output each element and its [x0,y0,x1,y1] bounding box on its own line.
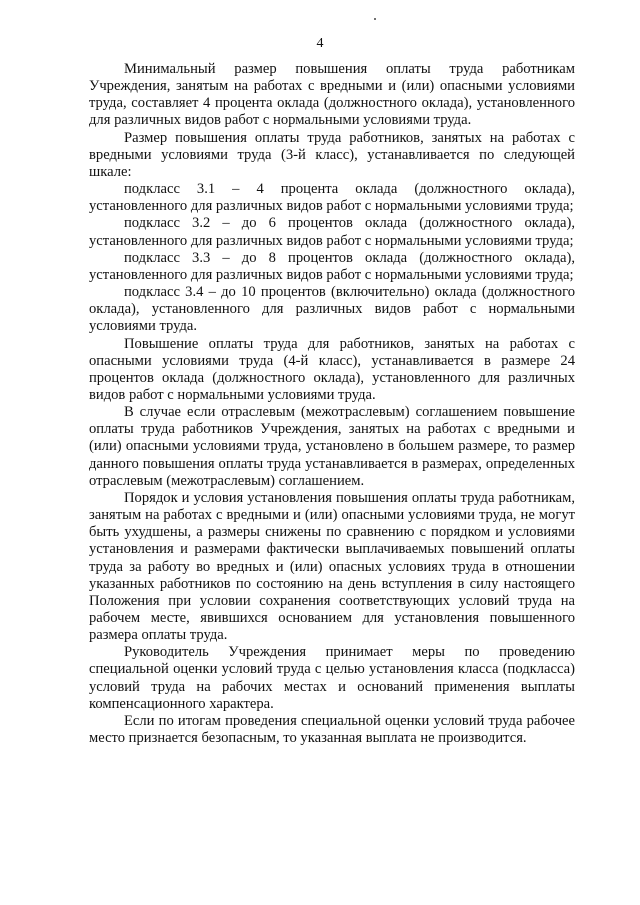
document-body [89,61,575,747]
paragraph-subclass-3-1: подкласс 3.1 – 4 процента оклада (должностного оклада), установленного для различных видов работ с нормальными условиями труда; [89,181,575,215]
paragraph-no-worsening: Порядок и условия установления повышения оплаты труда работникам, занятым на работах с вредными и (или) опасными условиями труда, не могут быть ухудшены, а размеры снижены по сравнению с порядком и условиями установления и размерами фактически выплачиваемых повышений оплаты труда за работу во вредных и (или) опасных условиях труда в отношении указанных работников по состоянию на день вступления в силу настоящего Положения при условии сохранения соответствующих условий труда на рабочем месте, явившихся основанием для установления повышенного размера оплаты труда. [89,489,575,644]
paragraph-special-assessment: Руководитель Учреждения принимает меры по проведению специальной оценки условий труда с целью установления класса (подкласса) условий труда на рабочих местах и оснований применения выплаты компенсационного характера. [89,644,575,712]
paragraph-subclass-3-4: подкласс 3.4 – до 10 процентов (включительно) оклада (должностного оклада), установленного для различных видов работ с нормальными условиями труда. [89,284,575,335]
paragraph-harmful-scale-intro: Размер повышения оплаты труда работников, занятых на работах с вредными условиями труда (3-й класс), устанавливается по следующей шкале: [89,129,575,180]
scan-speck [374,18,376,20]
paragraph-subclass-3-3: подкласс 3.3 – до 8 процентов оклада (должностного оклада), установленного для различных видов работ с нормальными условиями труда; [89,249,575,283]
paragraph-dangerous-conditions: Повышение оплаты труда для работников, занятых на работах с опасными условиями труда (4-й класс), устанавливается в размере 24 процентов оклада (должностного оклада), установленного для различных видов работ с нормальными условиями труда. [89,335,575,403]
paragraph-subclass-3-2: подкласс 3.2 – до 6 процентов оклада (должностного оклада), установленного для различных видов работ с нормальными условиями труда; [89,215,575,249]
page-number: 4 [316,36,324,51]
paragraph-minimum-increase: Минимальный размер повышения оплаты труда работникам Учреждения, занятым на работах с вредными и (или) опасными условиями труда, составляет 4 процента оклада (должностного оклада), установленного для различных видов работ с нормальными условиями труда. [89,61,575,129]
paragraph-industry-agreement: В случае если отраслевым (межотраслевым) соглашением повышение оплаты труда работников Учреждения, занятых на работах с вредными и (или) опасными условиями труда, установлено в большем размере, то размер данного повышения оплаты труда устанавливается в размерах, определенных отраслевым (межотраслевым) соглашением. [89,404,575,489]
paragraph-safe-workplace: Если по итогам проведения специальной оценки условий труда рабочее место признается безопасным, то указанная выплата не производится. [89,712,575,747]
